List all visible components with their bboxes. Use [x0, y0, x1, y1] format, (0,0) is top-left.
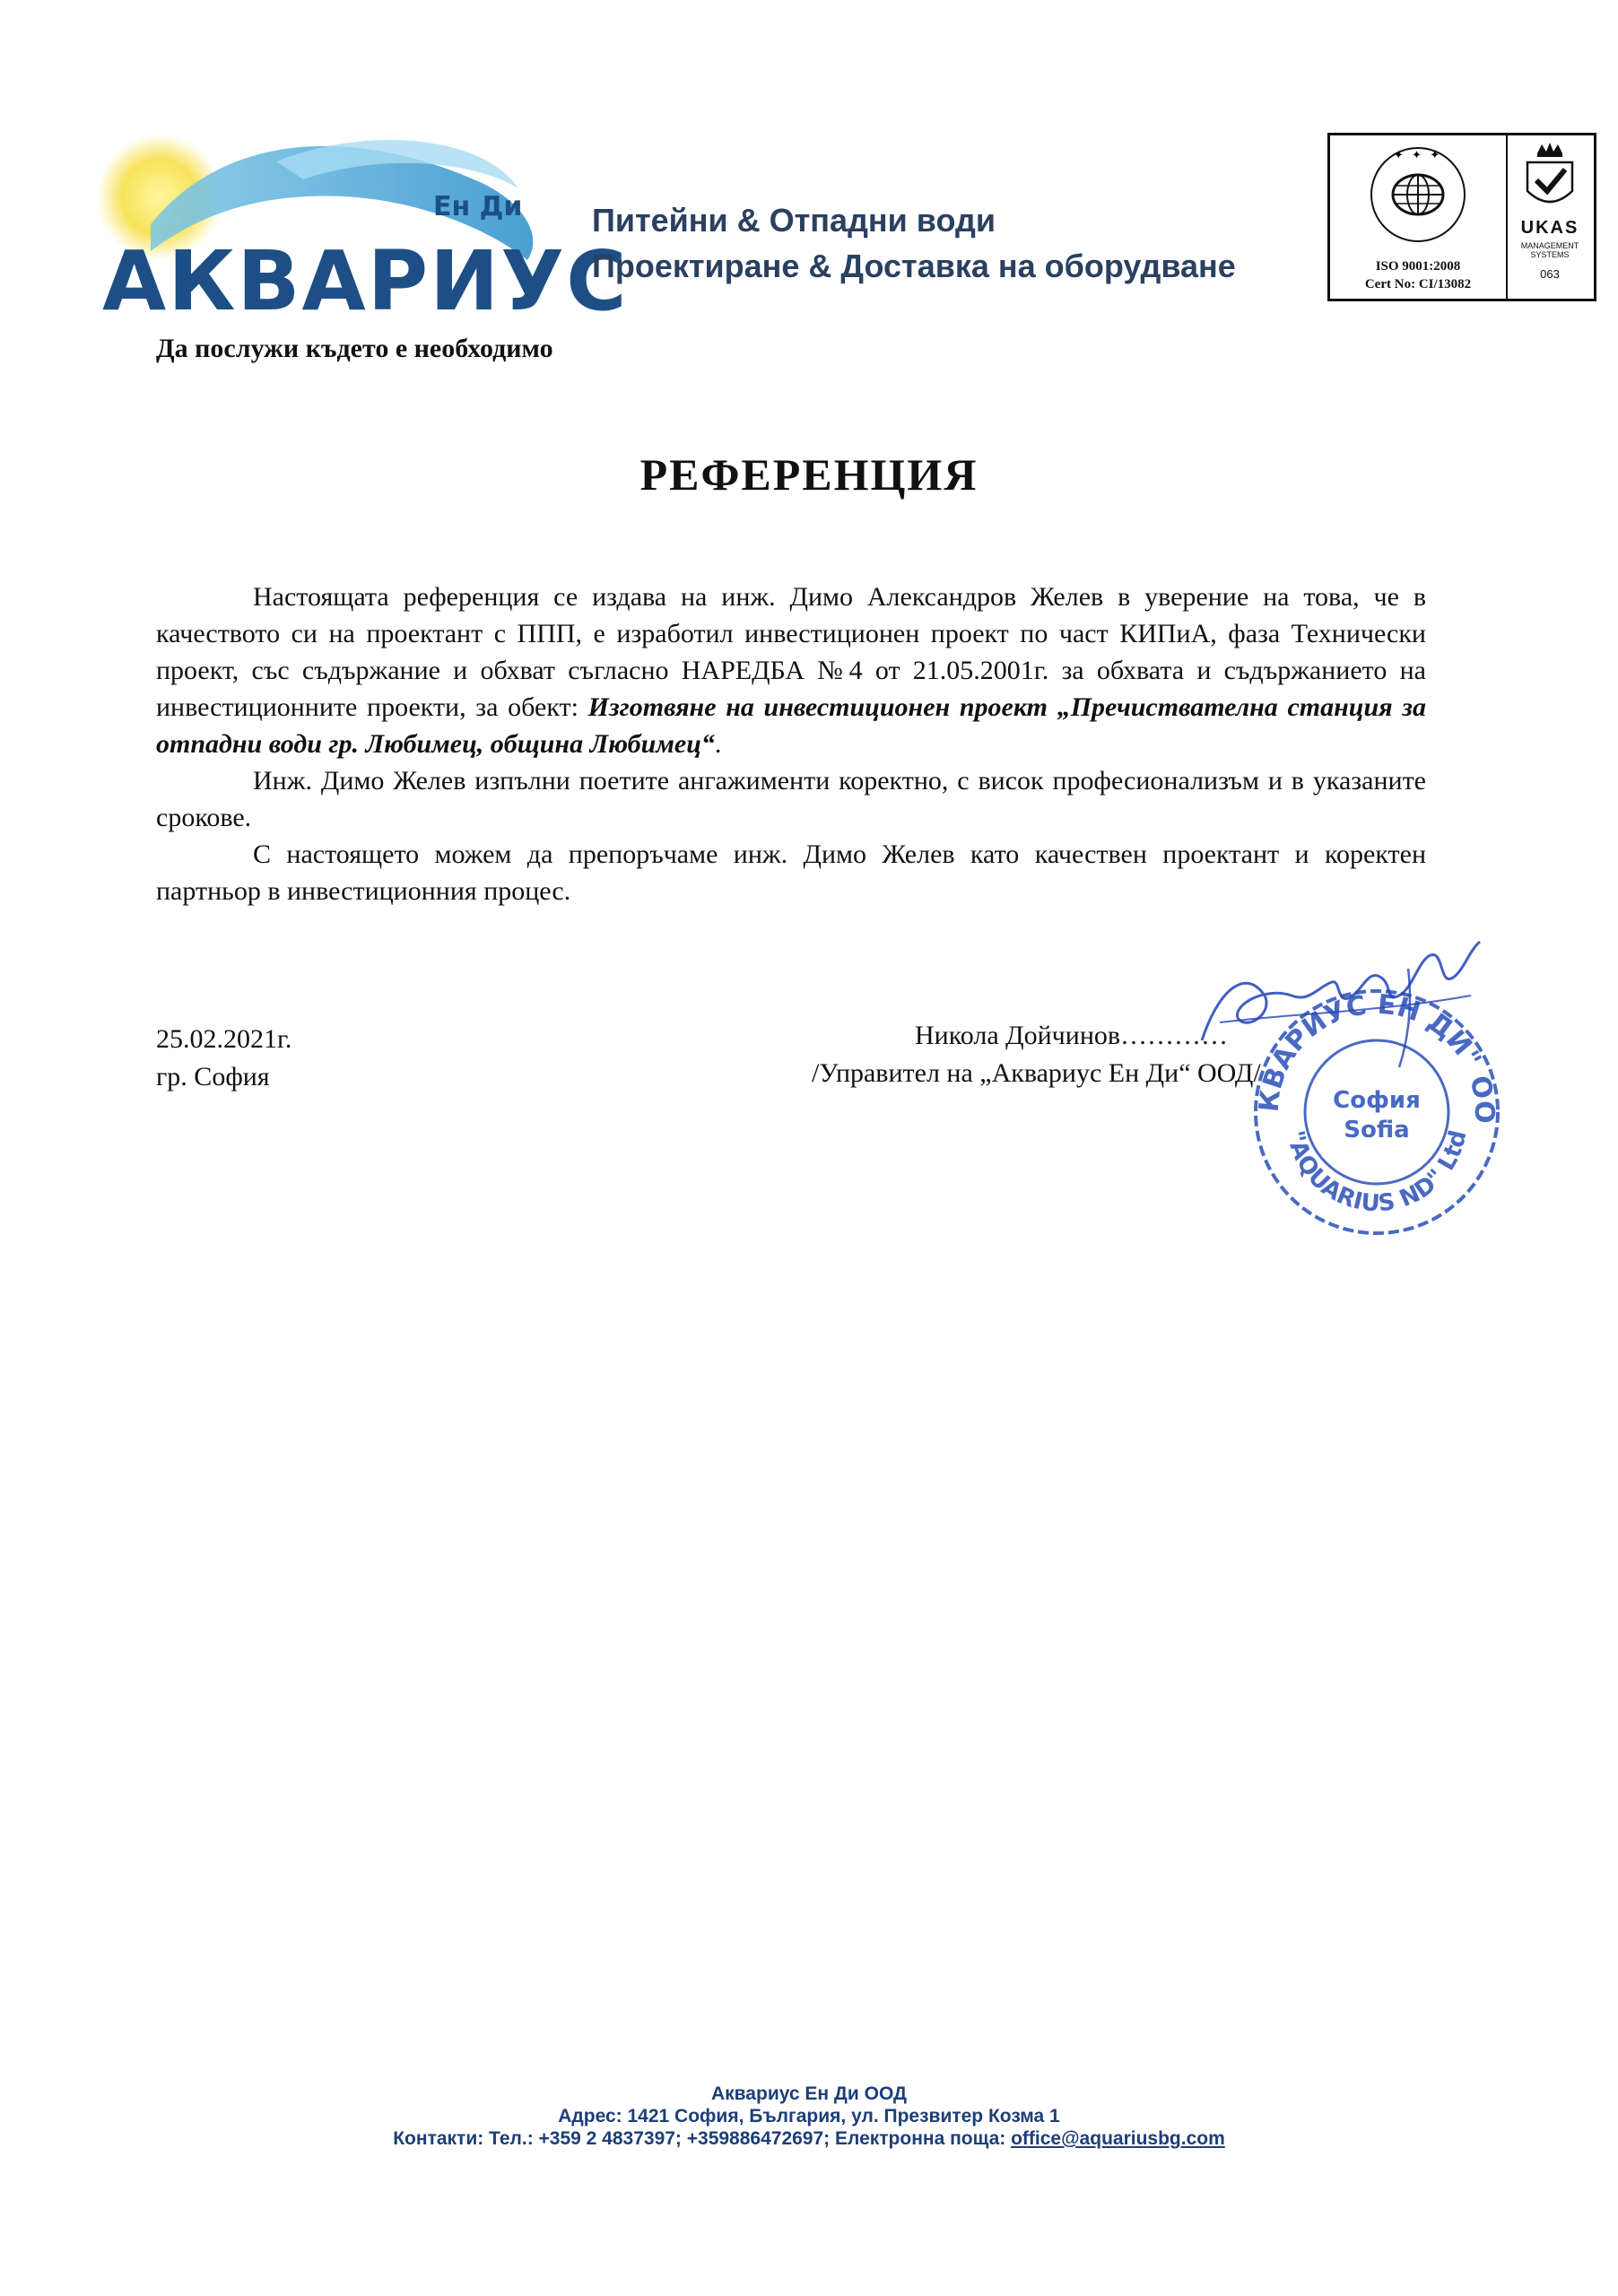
footer-contacts [0, 2127, 1618, 2150]
ukas-code: 063 [1540, 267, 1560, 281]
svg-text:"АКВАРИУС ЕН ДИ" ООД: КВАРИУС ЕН ДИ" ОО [1253, 988, 1501, 1124]
page-footer [0, 2083, 1618, 2150]
paragraph-1 [156, 578, 1426, 762]
footer-company: Аквариус Ен Ди ООД [711, 2083, 907, 2104]
certification-international-mark [1330, 135, 1508, 299]
tagline-design: Проектиране & Доставка на оборудване [592, 248, 1236, 284]
footer-email-link[interactable]: office@aquariusbg.com [1011, 2128, 1225, 2149]
cert-number: Cert No: CI/13082 [1364, 277, 1472, 291]
ukas-label: UKAS [1520, 218, 1579, 238]
svg-text:"AQUARIUS ND" Ltd: "AQUARIUS ND" Ltd [1281, 1127, 1473, 1218]
globe-icon [1330, 135, 1506, 252]
svg-text:✦ ✦ ✦: ✦ ✦ ✦ [1393, 148, 1443, 161]
ukas-sub: MANAGEMENT SYSTEMS [1520, 241, 1579, 259]
letter-date: 25.02.2021г. [156, 1024, 292, 1054]
logo-main-text: АКВАРИУС [102, 233, 629, 329]
footer-contacts-text: Контакти: Тел.: +359 2 4837397; +359886472697; Електронна поща: [393, 2128, 1012, 2149]
svg-text:Sofia: Sofia [1344, 1117, 1410, 1144]
logo-sub-text: Ен Ди [433, 191, 523, 222]
signer-name: Никола Дойчинов………… [915, 1021, 1229, 1050]
svg-text:София: София [1333, 1087, 1421, 1114]
tagline-water: Питейни & Отпадни води [592, 202, 996, 239]
crown-check-icon [1506, 135, 1594, 216]
date-place [156, 1021, 291, 1096]
ukas-mark [1506, 135, 1594, 299]
iso-standard: ISO 9001:2008 [1375, 259, 1461, 274]
paragraph-2: Инж. Димо Желев изпълни поетите ангажименти коректно, с висок професионализъм и в указаните срокове. [156, 766, 1426, 832]
paragraph-1-text: Настоящата референция се издава на инж. Димо Александров Желев в уверение на това, че в качеството си на проектант с ППП, е изработил инвестиционен проект по част КИПиА, фаза Технически проект, със съдържание и обхват съгласно НАРЕДБА №4 от 21.05.2001г. за обхвата и съдържанието на инвестиционните проекти, за обект: [156, 582, 1426, 722]
letter-body [156, 578, 1426, 909]
paragraph-3: С настоящето можем да препоръчаме инж. Димо Желев като качествен проектант и коректен партньор в инвестиционния процес. [156, 839, 1426, 906]
letter-city: гр. София [156, 1062, 270, 1091]
company-logo [97, 126, 629, 329]
paragraph-1-end: . [714, 729, 722, 759]
document-title: РЕФЕРЕНЦИЯ [639, 449, 979, 500]
addressee-line: Да послужи където е необходимо [156, 334, 553, 363]
signer-role: /Управител на „Аквариус Ен Ди“ ООД/ [812, 1058, 1261, 1088]
project-name: Изготвяне на инвестиционен проект „Пречиствателна станция за отпадни води гр. Любимец, община Любимец“ [156, 692, 1426, 759]
handwritten-signature [1184, 933, 1489, 1076]
certification-box [1327, 133, 1596, 301]
footer-address: Адрес: 1421 София, България, ул. Презвитер Козма 1 [558, 2106, 1060, 2126]
